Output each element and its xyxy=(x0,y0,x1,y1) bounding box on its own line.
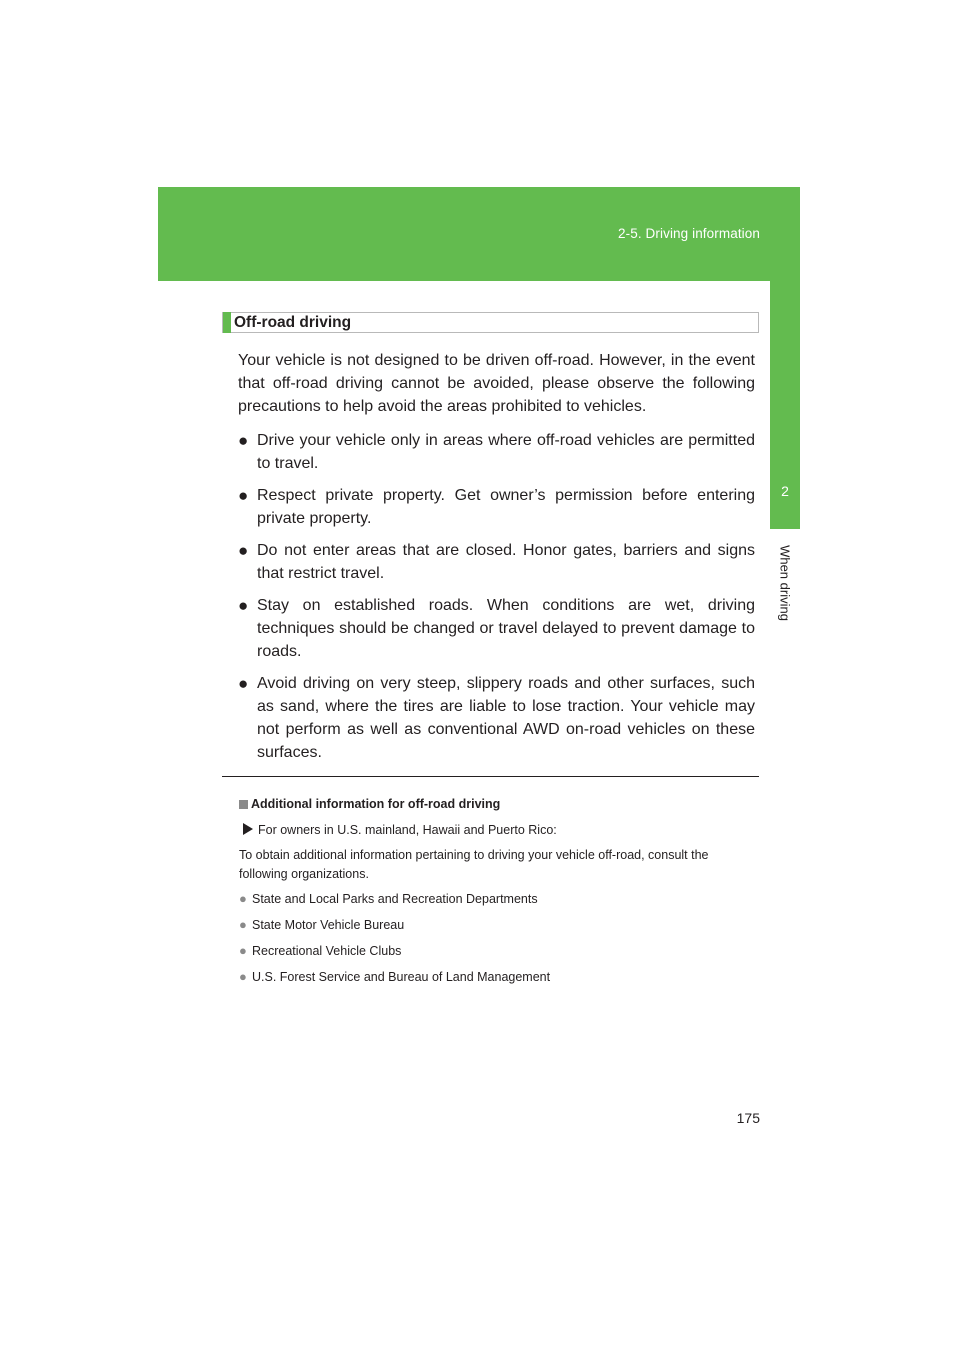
header-section-title: 2-5. Driving information xyxy=(618,226,760,241)
list-item: ● Avoid driving on very steep, slippery roads and other surfaces, such as sand, where the tires are liable to lose traction. Your vehicle may not perform as well as conventional AWD on-road vehicles on these surfaces. xyxy=(238,674,755,761)
list-item: ● State and Local Parks and Recreation Departments xyxy=(239,891,538,906)
section-title: Off-road driving xyxy=(234,314,352,331)
list-item: ● U.S. Forest Service and Bureau of Land Management xyxy=(239,969,551,984)
organization-list xyxy=(239,890,759,986)
list-item: ● State Motor Vehicle Bureau xyxy=(239,917,405,932)
arrow-right-icon xyxy=(243,823,253,835)
bullet-icon: ● xyxy=(239,891,247,906)
notes-text: To obtain additional information pertaining to driving your vehicle off-road, consult the following organizations. xyxy=(239,848,709,881)
bullet-icon: ● xyxy=(239,917,247,932)
precaution-list xyxy=(238,429,755,773)
bullet-icon: ● xyxy=(238,596,249,615)
page-number: 175 xyxy=(736,1110,760,1126)
chapter-label: When driving xyxy=(777,545,793,621)
section-heading-bar xyxy=(223,312,231,333)
chapter-label-container xyxy=(772,538,798,628)
header-band xyxy=(158,187,800,281)
list-item: ● Respect private property. Get owner’s permission before entering private property. xyxy=(238,486,755,527)
bullet-icon: ● xyxy=(238,431,249,450)
list-item: ● Stay on established roads. When conditions are wet, driving techniques should be changed or travel delayed to prevent damage to roads. xyxy=(238,596,755,660)
chapter-tab xyxy=(770,281,800,529)
list-item: ● Do not enter areas that are closed. Honor gates, barriers and signs that restrict travel. xyxy=(238,541,755,582)
section-intro: Your vehicle is not designed to be driven off-road. However, in the event that off-road driving cannot be avoided, please observe the following precautions to help avoid the areas prohibited to vehicles. xyxy=(238,352,755,415)
list-item: ● Drive your vehicle only in areas where off-road vehicles are permitted to travel. xyxy=(238,431,755,472)
bullet-icon: ● xyxy=(239,969,247,984)
bullet-icon: ● xyxy=(238,486,249,505)
region-note: For owners in U.S. mainland, Hawaii and Puerto Rico: xyxy=(239,821,759,839)
chapter-number: 2 xyxy=(781,483,789,499)
section-divider xyxy=(222,776,759,777)
bullet-icon: ● xyxy=(238,674,249,693)
list-item: ● Recreational Vehicle Clubs xyxy=(239,943,402,958)
bullet-icon: ● xyxy=(238,541,249,560)
notes-title: Additional information for off-road driving xyxy=(239,795,759,813)
section-heading xyxy=(222,312,759,333)
bullet-icon: ● xyxy=(239,943,247,958)
notes-section xyxy=(239,795,759,994)
square-bullet-icon xyxy=(239,800,248,809)
